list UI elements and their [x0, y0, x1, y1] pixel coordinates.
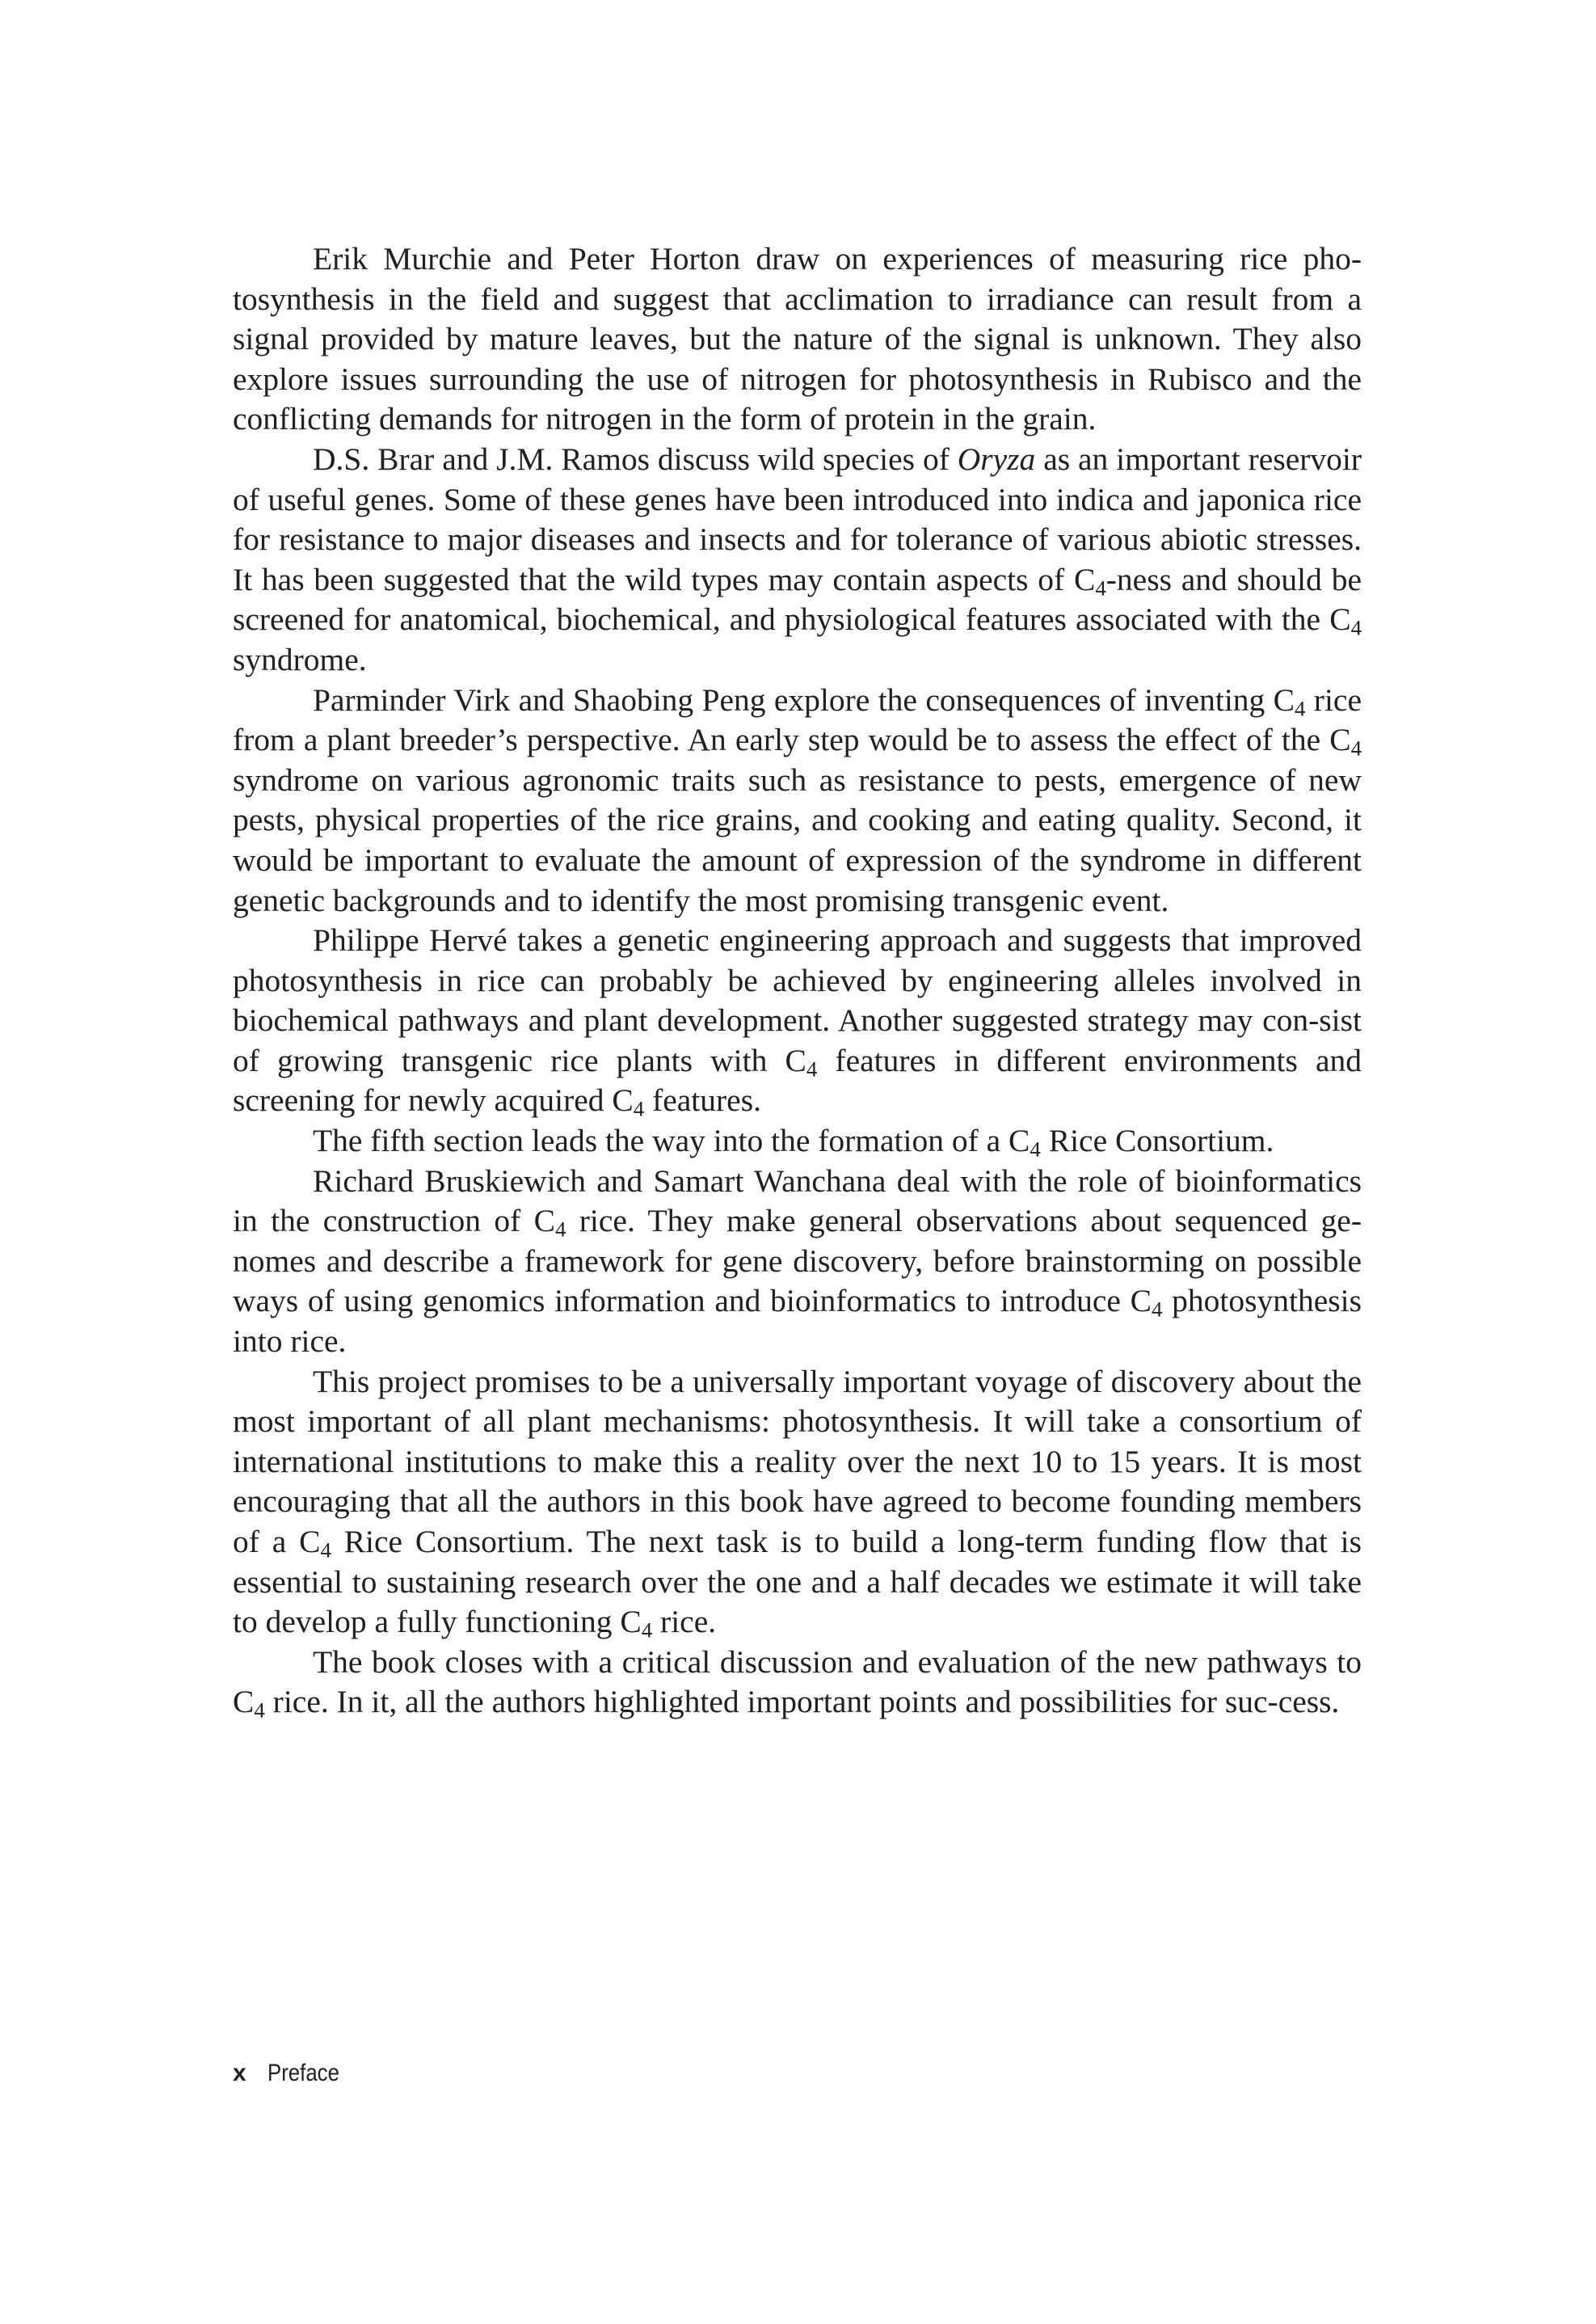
- paragraph-virk-peng: Parminder Virk and Shaobing Peng explore the consequences of inventing $C_4$ rice from a plant breeder’s perspective. An early step would be to assess the effect of the $C_4$ syndrome on various agronomic traits such as resistance to pests, emergence of new pests, physical properties of the rice grains, and cooking and eating quality. Second, it would be important to evaluate the amount of expression of the syndrome in different genetic backgrounds and to identify the most promising transgenic event.: [233, 681, 1362, 918]
- paragraph-consortium: This project promises to be a universally important voyage of discovery about the most important of all plant mechanisms: photosynthesis. It will take a consortium of international institutions to make this a reality over the next 10 to 15 years. It is most encouraging that all the authors in this book have agreed to become founding members of a $C_4$ Rice Consortium. The next task is to build a long-term funding flow that is essential to sustaining research over the one and a half decades we estimate it will take to develop a fully functioning $C_4$ rice.: [233, 1363, 1362, 1643]
- paragraph-herve: Philippe Hervé takes a genetic engineering approach and suggests that improved photosynthesis in rice can probably be achieved by engineering alleles involved in biochemical pathways and plant development. Another suggested strategy may con-sist of growing transgenic rice plants with $C_4$ features in different environments and screening for newly acquired $C_4$ features.: [233, 922, 1362, 1122]
- page-number: x: [233, 2060, 246, 2086]
- paragraph-brar-ramos: D.S. Brar and J.M. Ramos discuss wild species of Oryza as an important reservoir of useful genes. Some of these genes have been introduced into indica and japonica rice for resistance to major diseases and insects and for tolerance of various abiotic stresses. It has been suggested that the wild types may contain aspects of $C_4$-ness and should be screened for anatomical, biochemical, and physiological features associated with the $C_4$ syndrome.: [233, 441, 1362, 677]
- running-head: Preface: [267, 2060, 339, 2086]
- body-text: [233, 239, 1362, 1723]
- paragraph-bruskiewich-wanchana: Richard Bruskiewich and Samart Wanchana deal with the role of bioinformatics in the construction of $C_4$ rice. They make general observations about sequenced ge-nomes and describe a framework for gene discovery, before brainstorming on possible ways of using genomics information and bioinformatics to introduce $C_4$ photosynthesis into rice.: [233, 1162, 1362, 1360]
- paragraph-fifth-section: The fifth section leads the way into the formation of a $C_4$ Rice Consortium.: [313, 1123, 1274, 1162]
- page-footer: [233, 2060, 351, 2087]
- paragraph-closing: The book closes with a critical discussion and evaluation of the new pathways to $C_4$ rice. In it, all the authors highlighted important points and possibilities for suc-cess.: [233, 1643, 1362, 1723]
- genus-name: Oryza: [957, 441, 1036, 477]
- paragraph-murchie-horton: Erik Murchie and Peter Horton draw on experiences of measuring rice pho-tosynthesis in the field and suggest that acclimation to irradiance can result from a signal provided by mature leaves, but the nature of the signal is unknown. They also explore issues surrounding the use of nitrogen for photosynthesis in Rubisco and the conflicting demands for nitrogen in the form of protein in the grain.: [233, 241, 1362, 437]
